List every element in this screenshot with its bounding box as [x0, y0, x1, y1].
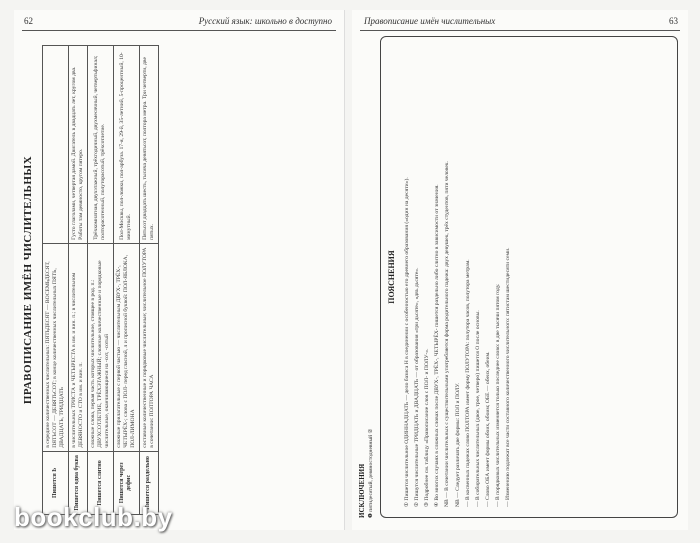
row-heading: Пишется раздельно	[139, 451, 158, 514]
explanation-paragraph: ② Пишутся числительные ТРИДЦАТЬ и ДВАДЦАТЬ — от образования «три дьсяте», «двъ дьсяте».	[414, 267, 421, 507]
row-heading: Пишется через дефис	[113, 451, 139, 514]
row-rule: сложные слова, первая часть которых числительное, стоящее в род. п.: ДВУХСОТЛЕТИЕ, ТРЁХЭТАЖНЫЙ; сложные количественные и порядковые числительные, оканчивающиеся на -сот, -сотый	[87, 243, 113, 451]
explanation-paragraph: — Слово ОБА имеет формы обоих, обоим; ОБЕ — обеих, обеим.	[484, 351, 491, 507]
row-rule: сложные прилагательные с первой частью — числительным ДВУХ-, ТРЁХ-, ЧЕТЫРЁХ-; слова с ПОЛ- перед гласной, л и прописной буквой: ПОЛ-ЯБЛОКА, ПОЛ-ЛИМОНА	[113, 243, 139, 451]
table-row	[43, 46, 69, 515]
table-row	[139, 46, 158, 515]
right-running-head: Правописание имён числительных	[364, 16, 496, 26]
explanation-paragraph: — Изменению подлежат все части составного количественного числительного: пятистам шестидесяти семи.	[505, 247, 512, 507]
right-head-rule	[360, 30, 680, 31]
row-heading: Пишется слитно	[87, 451, 113, 514]
row-rule: в середине количественных числительных: ПЯТЬДЕСЯТ — ВОСЕМЬДЕСЯТ, ПЯТЬСОТ — ДЕВЯТЬСОТ; в конце количественных числительных ПЯТЬ, ДВАДЦАТЬ, ТРИДЦАТЬ	[43, 243, 69, 451]
table-row	[87, 46, 113, 515]
explanations-rotated	[358, 36, 680, 518]
rules-table-rotated	[22, 45, 332, 515]
explanation-paragraph: NB — Следует различать две формы: ПОЛ и ПОЛУ.	[454, 383, 461, 507]
explanation-paragraph: ③ Подробнее см. таблицу «Правописание слов с ПОЛ- и ПОЛУ-».	[424, 348, 431, 507]
left-head-rule	[22, 30, 336, 31]
explanation-paragraph: ① Пишется числительное ОДИННАДЦАТЬ — дело базиса Н в соединении с особенностью его древнего образования («один на десяти»).	[404, 177, 410, 507]
left-running-head: Русский язык: школьно в доступно	[198, 16, 332, 26]
explanations-box	[380, 36, 678, 518]
explanations-title: ПОЯСНЕНИЯ	[387, 250, 396, 304]
explanation-paragraph: NB — В сочетании числительных с существительными употребляется форма родительного падежа: двух девушек, трёх студентов, пяти человек.	[444, 161, 451, 507]
right-page-number: 63	[669, 16, 678, 26]
row-examples: Пятьсот двадцать шесть, тысяча девятьсот, полтора метра. Три четверти, две пятых.	[139, 46, 158, 244]
table-title: ПРАВОПИСАНИЕ ИМЁН ЧИСЛИТЕЛЬНЫХ	[22, 155, 34, 405]
right-page	[352, 10, 688, 530]
explanation-paragraph: ④ Во многих случаях в сложных словах после ДВУХ-, ТРЁХ-, ЧЕТЫРЁХ- пишется раздельно либо слитно в зависимости от значения.	[434, 184, 441, 507]
table-row	[68, 46, 87, 515]
left-page	[14, 10, 344, 530]
left-page-number: 62	[24, 16, 33, 26]
row-examples: Густо глаголами, четвертая дамой. Двигатель в двадцать лет, кругом два. Работы там девяносто, кругом пятеро.	[68, 46, 87, 244]
row-examples	[43, 46, 69, 244]
row-examples: Трёхкомнатная, двухэтажный, трёхгодичный, двухмесячный, четвертьфинал; полторасотенный, полуторасотый, трёхсотлетие.	[87, 46, 113, 244]
explanation-paragraph: — В собирательных числительных (двое, трое, четверо) пишется О после основы.	[474, 310, 481, 507]
table-row	[113, 46, 139, 515]
explanations-body	[403, 47, 514, 507]
exceptions-note: ❶ пятидесятый, девяностодневный ②	[368, 428, 374, 518]
rules-table	[42, 45, 159, 515]
explanation-paragraph: — В порядковых числительных изменяется только последнее слово: в две тысячи пятом году.	[494, 283, 501, 507]
row-rule: составные количественные и порядковые числительные; числительное ПОЛУТОРА в сочетании: ПОЛТОРА ЧАСА	[139, 243, 158, 451]
row-rule: в числительных ТРИСТА и ЧЕТЫРЕСТА в им. и вин. п.; в числительном ДЕВЯНОСТО и СТО в им. и вин. п.	[68, 243, 87, 451]
explanation-paragraph: — В косвенных падежах слово ПОЛТОРА имеет форму ПОЛУТОРА: полутора часов, полутора метрам.	[464, 259, 471, 507]
row-heading: Пишется одна буква	[68, 451, 87, 514]
exceptions-header: ИСКЛЮЧЕНИЯ	[358, 463, 366, 518]
row-examples: Пол-Москвы, пол-ложки, пол-арбуза. 17-я, 29-й, 35-летний, 5-процентный, 10-минутный.	[113, 46, 139, 244]
row-heading: Пишется Ь	[43, 451, 69, 514]
site-watermark: bookclub.by	[14, 502, 173, 532]
